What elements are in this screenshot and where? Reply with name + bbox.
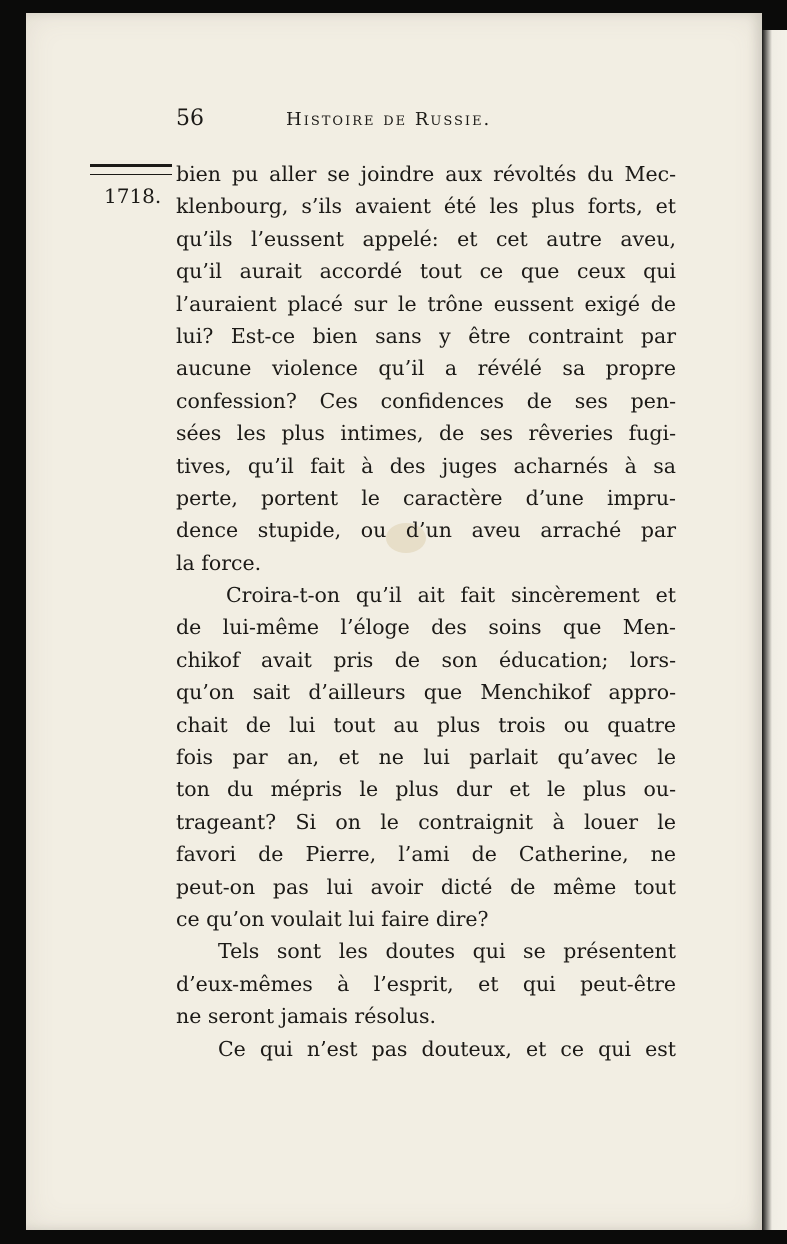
text-line: qu’ils l’eussent appelé: et cet autre aveu, [176,226,676,251]
margin-rule [90,164,172,175]
text-line: perte, portent le caractère d’une impru- [176,485,676,510]
text-line: qu’on sait d’ailleurs que Menchikof appro- [176,680,676,705]
text-line: chait de lui tout au plus trois ou quatre [176,712,676,737]
text-line: ton du mépris le plus dur et le plus ou- [176,777,676,802]
text-line: de lui-même l’éloge des soins que Men- [176,615,676,640]
text-line: d’eux-mêmes à l’esprit, et qui peut-être [176,971,676,996]
text-line: qu’il aurait accordé tout ce que ceux qui [176,259,676,284]
text-line: peut-on pas lui avoir dicté de même tout [176,874,676,899]
text-line: Croira-t-on qu’il ait fait sincèrement et [226,583,676,608]
text-line: Ce qui n’est pas douteux, et ce qui est [218,1036,676,1061]
text-line: la force. [176,550,262,575]
text-line: Tels sont les doutes qui se présentent [218,939,676,964]
page-header [176,104,676,140]
text-line: dence stupide, ou d’un aveu arraché par [176,518,676,543]
text-line: confession? Ces confidences de ses pen- [176,388,676,413]
next-page-edge [762,30,787,1230]
body-text [176,158,676,1065]
text-line: sées les plus intimes, de ses rêveries fugi- [176,421,676,446]
text-line: bien pu aller se joindre aux révoltés du Mec- [176,162,676,186]
text-line: favori de Pierre, l’ami de Catherine, ne [176,842,676,867]
text-line: lui? Est-ce bien sans y être contraint par [176,323,676,348]
text-line: klenbourg, s’ils avaient été les plus forts, et [176,194,676,219]
text-line: aucune violence qu’il a révélé sa propre [176,356,676,381]
page-number: 56 [176,106,204,131]
margin-year: 1718. [104,184,162,208]
running-title: Histoire de Russie. [286,109,492,130]
text-line: fois par an, et ne lui parlait qu’avec le [176,745,676,770]
text-line: chikof avait pris de son éducation; lors- [176,647,676,672]
text-line: ce qu’on voulait lui faire dire? [176,906,489,931]
text-line: ne seront jamais résolus. [176,1004,437,1029]
text-line: tives, qu’il fait à des juges acharnés à sa [176,453,676,478]
text-line: l’auraient placé sur le trône eussent exigé de [176,291,676,316]
text-line: trageant? Si on le contraignit à louer le [176,809,676,834]
